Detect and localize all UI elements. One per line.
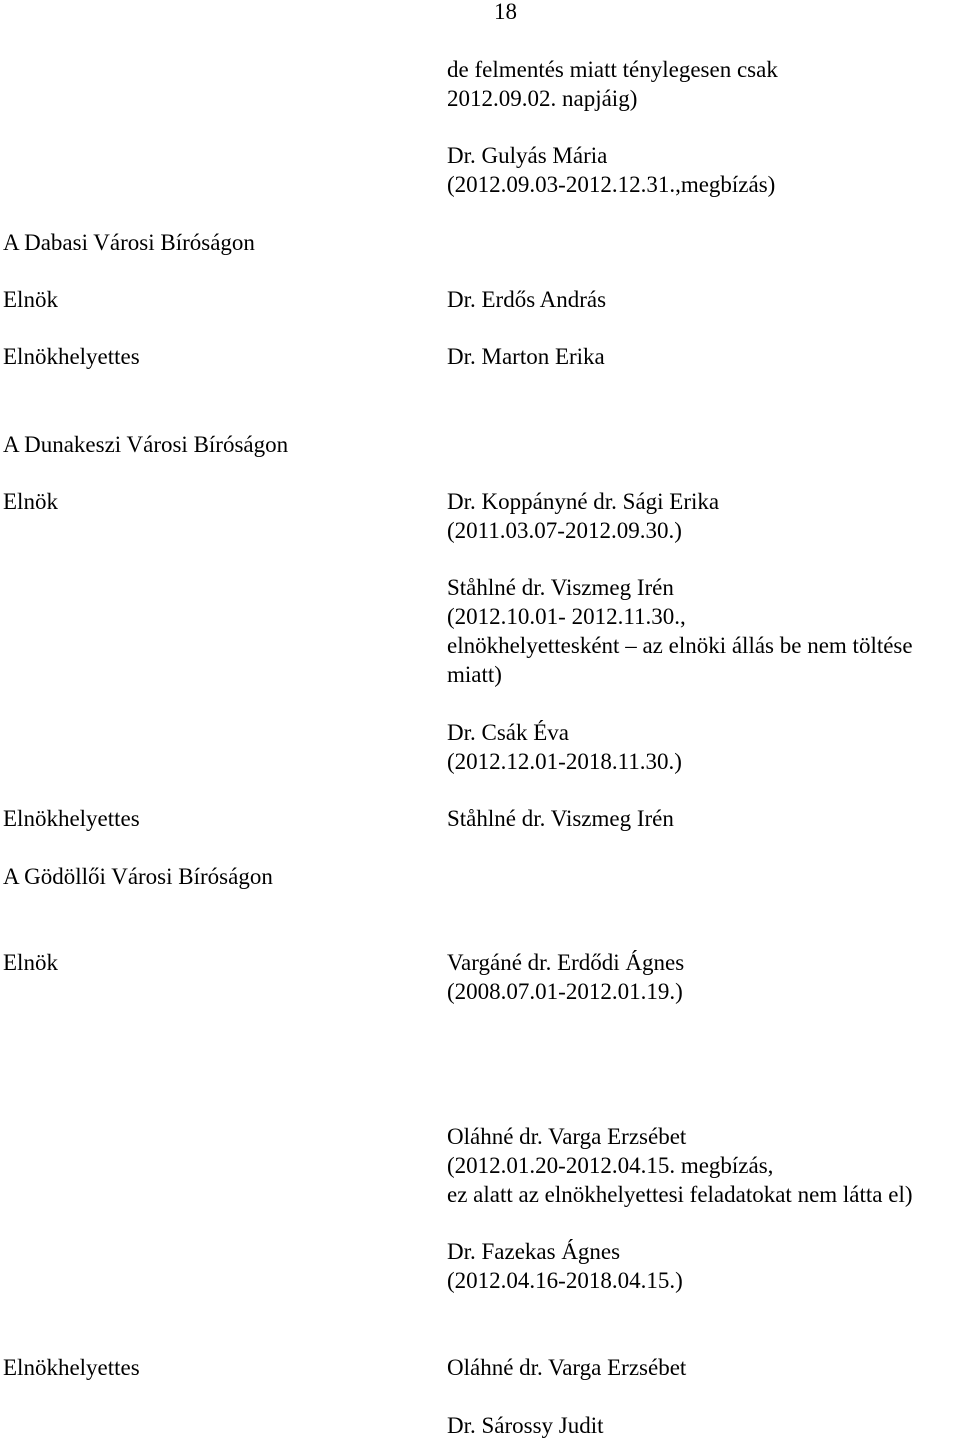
role-label: Elnökhelyettes xyxy=(3,1355,140,1380)
person-name: Oláhné dr. Varga Erzsébet xyxy=(447,1355,687,1380)
person-name: Ståhlné dr. Viszmeg Irén xyxy=(447,806,674,831)
section-heading: A Gödöllői Városi Bíróságon xyxy=(3,864,273,889)
person-name: Dr. Erdős András xyxy=(447,287,607,312)
body-line: (2012.12.01-2018.11.30.) xyxy=(447,749,682,774)
body-line: de felmentés miatt ténylegesen csak xyxy=(447,57,778,82)
body-line: (2008.07.01-2012.01.19.) xyxy=(447,979,683,1004)
body-line: (2012.09.03-2012.12.31.,megbízás) xyxy=(447,172,776,197)
role-label: Elnökhelyettes xyxy=(3,806,140,831)
section-heading: A Dabasi Városi Bíróságon xyxy=(3,230,255,255)
person-name: Dr. Fazekas Ágnes xyxy=(447,1239,621,1264)
body-line: (2012.10.01- 2012.11.30., xyxy=(447,604,686,629)
person-name: Dr. Koppányné dr. Sági Erika xyxy=(447,489,720,514)
role-label: Elnök xyxy=(3,489,58,514)
role-label: Elnökhelyettes xyxy=(3,344,140,369)
body-line: (2011.03.07-2012.09.30.) xyxy=(447,518,682,543)
person-name: Oláhné dr. Varga Erzsébet xyxy=(447,1124,687,1149)
person-name: Dr. Sárossy Judit xyxy=(447,1413,604,1438)
body-line: ez alatt az elnökhelyettesi feladatokat nem látta el) xyxy=(447,1182,913,1207)
body-line: (2012.01.20-2012.04.15. megbízás, xyxy=(447,1153,774,1178)
body-line: (2012.04.16-2018.04.15.) xyxy=(447,1268,683,1293)
role-label: Elnök xyxy=(3,950,58,975)
body-line: Dr. Gulyás Mária xyxy=(447,143,608,168)
page-number: 18 xyxy=(494,0,517,24)
person-name: Vargáné dr. Erdődi Ágnes xyxy=(447,950,685,975)
person-name: Dr. Marton Erika xyxy=(447,344,605,369)
section-heading: A Dunakeszi Városi Bíróságon xyxy=(3,432,289,457)
body-line: 2012.09.02. napjáig) xyxy=(447,86,638,111)
body-line: miatt) xyxy=(447,662,502,687)
body-line: elnökhelyettesként – az elnöki állás be nem töltése xyxy=(447,633,913,658)
person-name: Dr. Csák Éva xyxy=(447,720,570,745)
person-name: Ståhlné dr. Viszmeg Irén xyxy=(447,575,674,600)
role-label: Elnök xyxy=(3,287,58,312)
